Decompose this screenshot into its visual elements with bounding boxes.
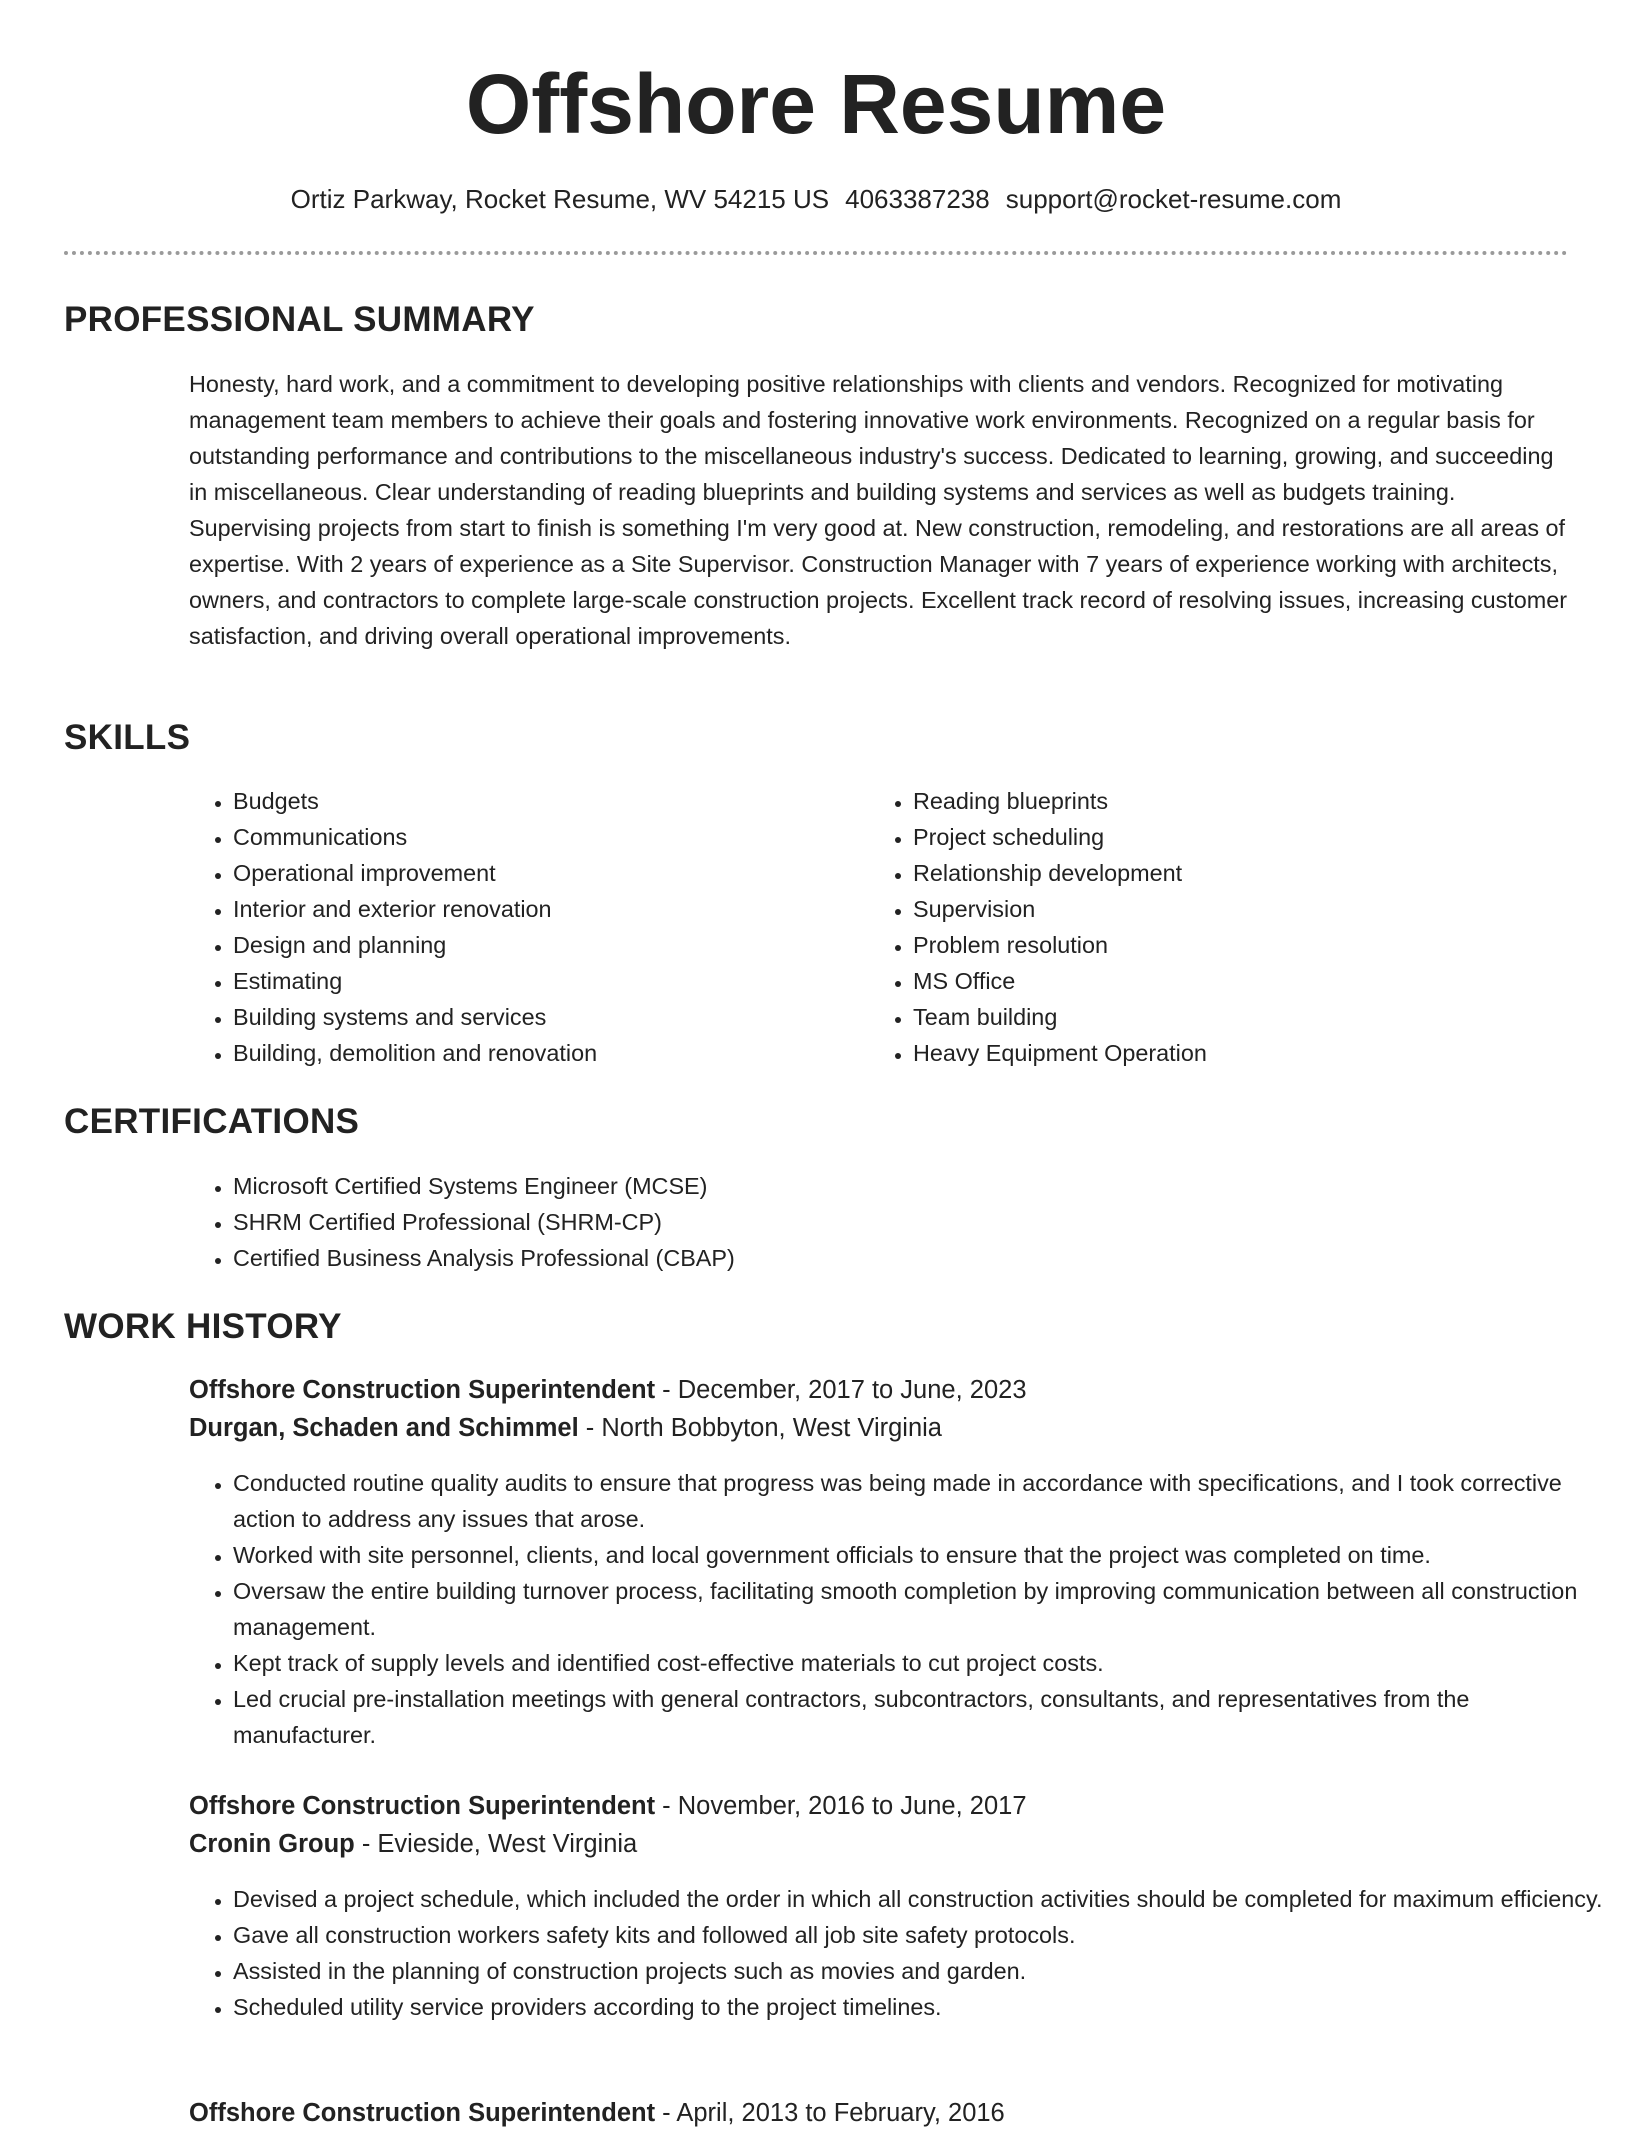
- job-company-line: [189, 1825, 637, 1863]
- skill-item: • Budgets: [233, 783, 853, 819]
- contact-phone: 4063387238: [845, 184, 990, 214]
- job-location: - Evieside, West Virginia: [354, 1830, 638, 1858]
- job-company: Cronin Group: [189, 1830, 355, 1858]
- skill-item: • Supervision: [913, 891, 1533, 927]
- job-bullet: • Conducted routine quality audits to ensure that progress was being made in accordance with specifications, and I took corrective action to address any issues that arose.: [233, 1465, 1613, 1537]
- skill-item: • Communications: [233, 819, 853, 855]
- certifications-heading: CERTIFICATIONS: [64, 1102, 360, 1141]
- contact-address: Ortiz Parkway, Rocket Resume, WV 54215 US: [290, 184, 830, 214]
- skill-item: • Interior and exterior renovation: [233, 891, 853, 927]
- certification-item: • Microsoft Certified Systems Engineer (MCSE): [233, 1168, 1533, 1204]
- skills-list-right: [869, 783, 1533, 1071]
- job-bullets: [189, 1881, 1613, 2025]
- certification-item: • Certified Business Analysis Professional (CBAP): [233, 1240, 1533, 1276]
- job-title-line: [189, 2094, 1005, 2132]
- contact-email: support@rocket-resume.com: [1005, 184, 1342, 214]
- job-title: Offshore Construction Superintendent: [189, 1376, 656, 1404]
- job-title-line: [189, 1371, 1027, 1409]
- job-location: - North Bobbyton, West Virginia: [578, 1414, 942, 1442]
- skill-item: • Reading blueprints: [913, 783, 1533, 819]
- skill-item: • Project scheduling: [913, 819, 1533, 855]
- skill-item: • Heavy Equipment Operation: [913, 1035, 1533, 1071]
- job-bullet: • Led crucial pre-installation meetings with general contractors, subcontractors, consultants, and representatives from the manufacturer.: [233, 1681, 1613, 1753]
- certification-item: • SHRM Certified Professional (SHRM-CP): [233, 1204, 1533, 1240]
- job-dates: - November, 2016 to June, 2017: [655, 1792, 1027, 1820]
- job-bullet: • Devised a project schedule, which included the order in which all construction activities should be completed for maximum efficiency.: [233, 1881, 1613, 1917]
- summary-heading: PROFESSIONAL SUMMARY: [64, 300, 535, 339]
- job-title: Offshore Construction Superintendent: [189, 2099, 656, 2127]
- job-bullet: • Assisted in the planning of construction projects such as movies and garden.: [233, 1953, 1613, 1989]
- skill-item: • Building systems and services: [233, 999, 853, 1035]
- resume-name: Offshore Resume: [465, 57, 1167, 151]
- skill-item: • Building, demolition and renovation: [233, 1035, 853, 1071]
- work-history-heading: WORK HISTORY: [64, 1307, 342, 1346]
- skill-item: • Problem resolution: [913, 927, 1533, 963]
- skill-item: • Team building: [913, 999, 1533, 1035]
- job-title-line: [189, 1787, 1027, 1825]
- header-divider: [64, 251, 1568, 255]
- job-bullet: • Scheduled utility service providers according to the project timelines.: [233, 1989, 1613, 2025]
- job-bullet: • Gave all construction workers safety kits and followed all job site safety protocols.: [233, 1917, 1613, 1953]
- skill-item: • Relationship development: [913, 855, 1533, 891]
- job-dates: - April, 2013 to February, 2016: [655, 2099, 1005, 2127]
- job-bullet: • Oversaw the entire building turnover process, facilitating smooth completion by improving communication between all construction management.: [233, 1573, 1613, 1645]
- summary-text: Honesty, hard work, and a commitment to developing positive relationships with clients and vendors. Recognized for motivating management team members to achieve their goals and fostering innovative work environments. Recognized on a regular basis for outstanding performance and contributions to the miscellaneous industry's success. Dedicated to learning, growing, and succeeding in miscellaneous. Clear understanding of reading blueprints and building systems and services as well as budgets training. Supervising projects from start to finish is something I'm very good at. New construction, remodeling, and restorations are all areas of expertise. With 2 years of experience as a Site Supervisor. Construction Manager with 7 years of experience working with architects, owners, and contractors to complete large-scale construction projects. Excellent track record of resolving issues, increasing customer satisfaction, and driving overall operational improvements.: [189, 371, 1568, 649]
- job-company-line: [189, 1409, 942, 1447]
- skills-heading: SKILLS: [64, 718, 191, 757]
- certifications-list: [189, 1168, 1533, 1276]
- skill-item: • MS Office: [913, 963, 1533, 999]
- skill-item: • Design and planning: [233, 927, 853, 963]
- job-dates: - December, 2017 to June, 2023: [655, 1376, 1027, 1404]
- skill-item: • Estimating: [233, 963, 853, 999]
- skills-list-left: [189, 783, 853, 1071]
- job-bullet: • Kept track of supply levels and identified cost-effective materials to cut project costs.: [233, 1645, 1613, 1681]
- job-bullet: • Worked with site personnel, clients, and local government officials to ensure that the project was completed on time.: [233, 1537, 1613, 1573]
- job-bullets: [189, 1465, 1613, 1753]
- contact-line: [0, 182, 1632, 216]
- job-title: Offshore Construction Superintendent: [189, 1792, 656, 1820]
- job-company: Durgan, Schaden and Schimmel: [189, 1414, 579, 1442]
- skill-item: • Operational improvement: [233, 855, 853, 891]
